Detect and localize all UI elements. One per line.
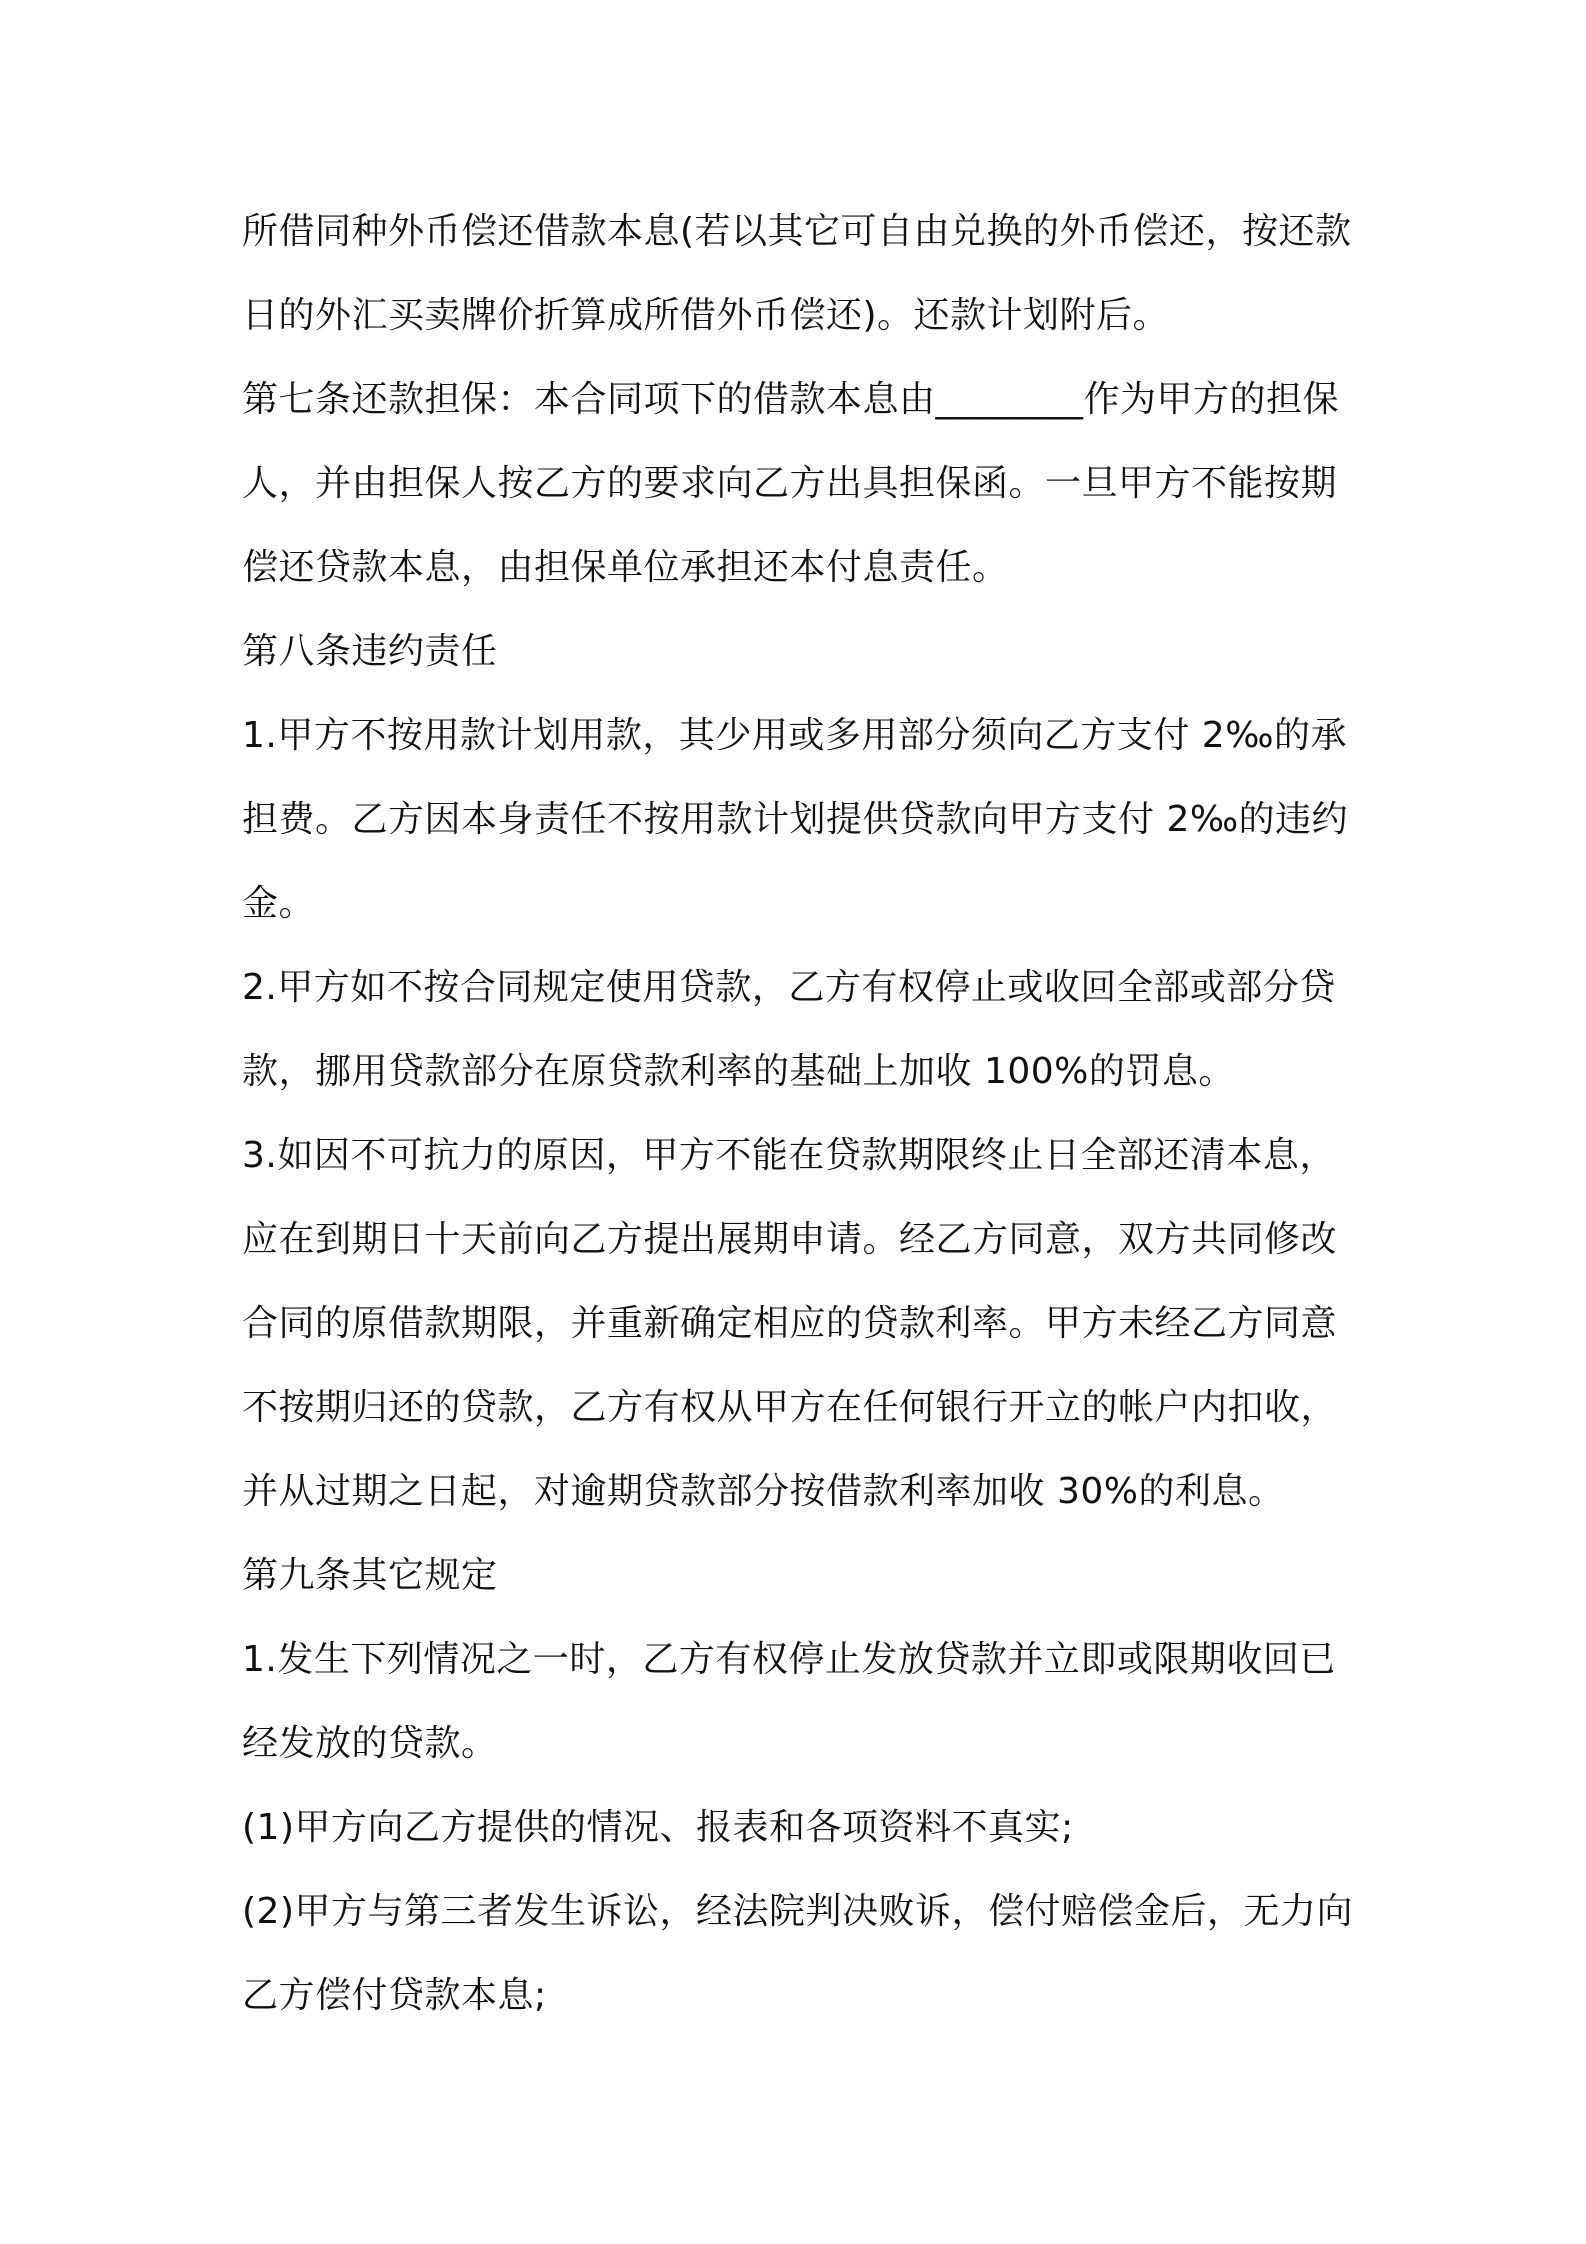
paragraph-article-8-item-1: 1.甲方不按用款计划用款，其少用或多用部分须向乙方支付 2‰的承担费。乙方因本身责任不按用款计划提供贷款向甲方支付 2‰的违约金。 (242, 715, 1349, 924)
paragraph-article-9-subitem-1: (1)甲方向乙方提供的情况、报表和各项资料不真实; (242, 1807, 1074, 1848)
paragraph-article-9-item-1: 1.发生下列情况之一时，乙方有权停止发放贷款并立即或限期收回已经发放的贷款。 (242, 1639, 1336, 1764)
paragraph-article-8-item-3: 3.如因不可抗力的原因，甲方不能在贷款期限终止日全部还清本息，应在到期日十天前向乙方提出展期申请。经乙方同意，双方共同修改合同的原借款期限，并重新确定相应的贷款利率。甲方未经乙方同意不按期归还的贷款，乙方有权从甲方在任何银行开立的帐户内扣收，并从过期之日起，对逾期贷款部分按借款利率加收 30%的利息。 (242, 1135, 1338, 1512)
paragraph-repayment-currency: 所借同种外币偿还借款本息(若以其它可自由兑换的外币偿还，按还款日的外汇买卖牌价折算成所借外币偿还)。还款计划附后。 (242, 211, 1352, 336)
heading-article-8: 第八条违约责任 (242, 631, 498, 672)
paragraph-article-7-guarantee: 第七条还款担保：本合同项下的借款本息由________作为甲方的担保人，并由担保人按乙方的要求向乙方出具担保函。一旦甲方不能按期偿还贷款本息，由担保单位承担还本付息责任。 (242, 379, 1340, 588)
paragraph-article-8-item-2: 2.甲方如不按合同规定使用贷款，乙方有权停止或收回全部或部分贷款，挪用贷款部分在原贷款利率的基础上加收 100%的罚息。 (242, 967, 1336, 1092)
paragraph-article-9-subitem-2: (2)甲方与第三者发生诉讼，经法院判决败诉，偿付赔偿金后，无力向乙方偿付贷款本息; (242, 1891, 1353, 2016)
heading-article-9: 第九条其它规定 (242, 1555, 498, 1596)
contract-text (242, 190, 1362, 2038)
